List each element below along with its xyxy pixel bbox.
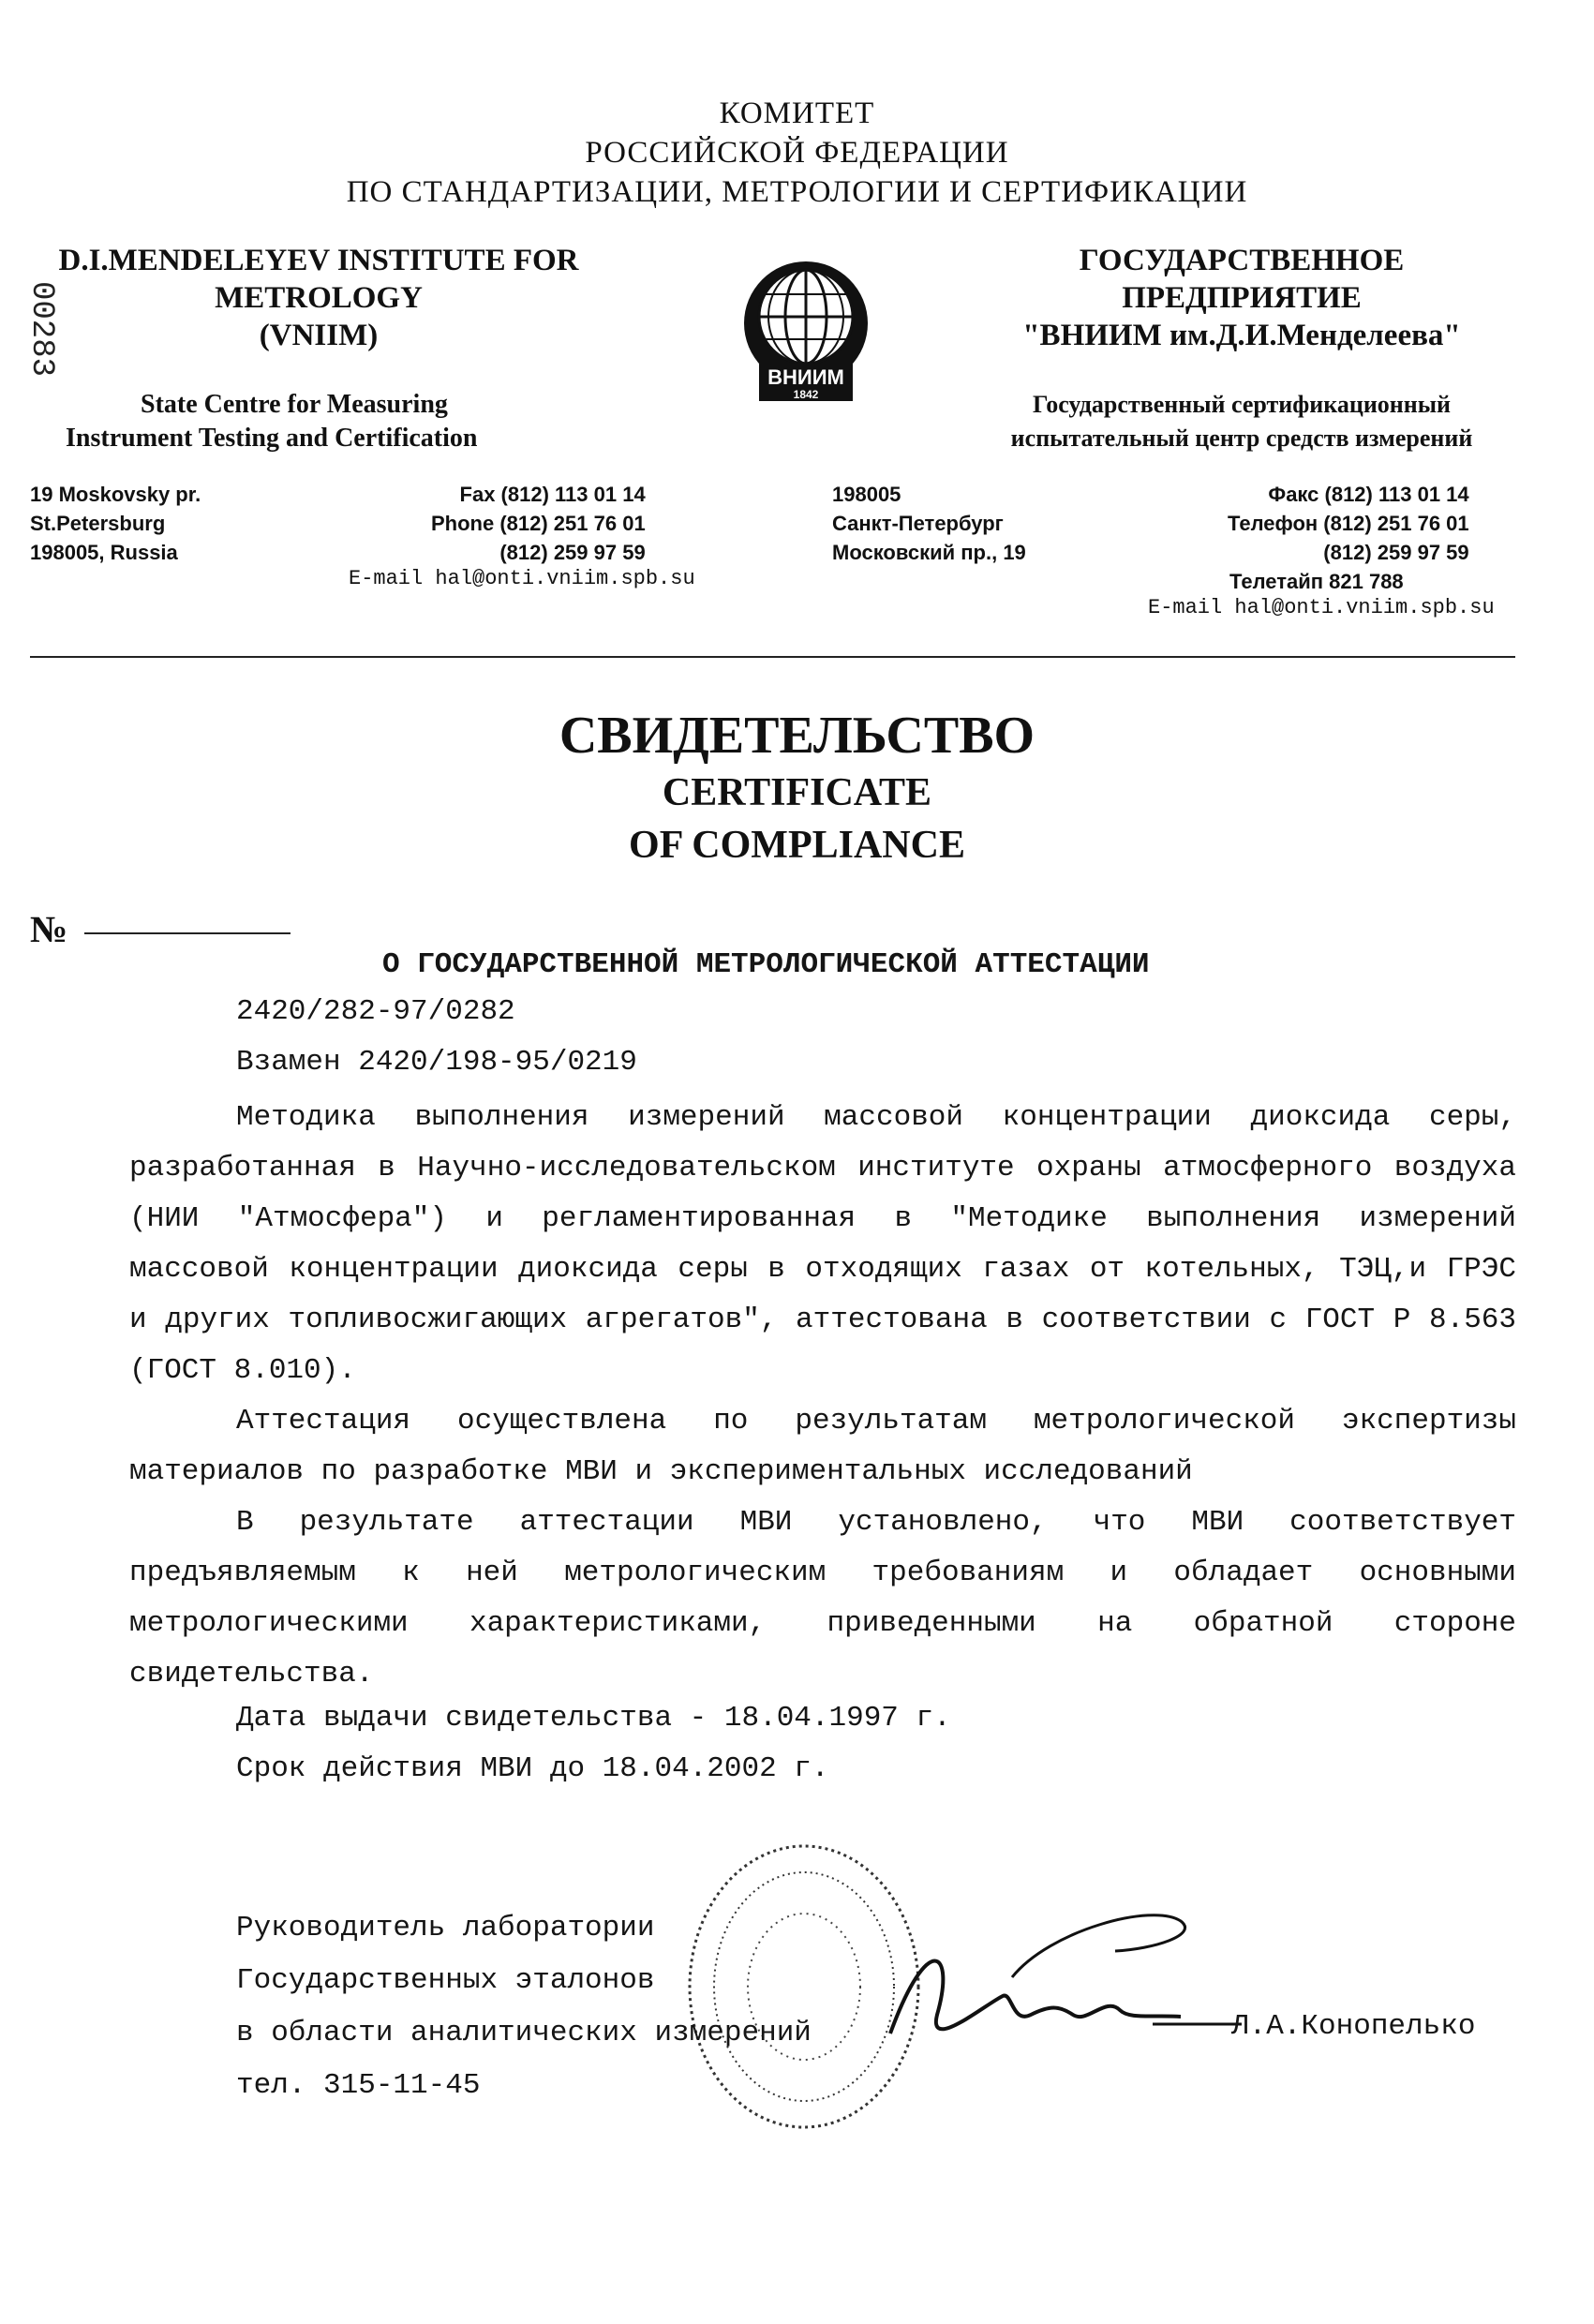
address-line: 198005 <box>832 483 901 506</box>
body-paragraph: Аттестация осуществлена по результатам метрологической экспертизы материалов по разработке МВИ и экспериментальных исследований <box>129 1405 1516 1488</box>
committee-line: ПО СТАНДАРТИЗАЦИИ, МЕТРОЛОГИИ И СЕРТИФИКАЦИИ <box>346 175 1248 209</box>
body-paragraph: Методика выполнения измерений массовой концентрации диоксида серы, разработанная в Научно-исследовательском институте охраны атмосферного воздуха (НИИ "Атмосфера") и регламентированная в "Методике выполнения измерений массовой концентрации диоксида серы в отходящих газах от котельных, ТЭЦ,и ГРЭС и других топливосжигающих агрегатов", аттестована в соответствии с ГОСТ Р 8.563 (ГОСТ 8.010). <box>129 1101 1516 1387</box>
institute-ru-line: ГОСУДАРСТВЕННОЕ <box>1079 244 1405 277</box>
title-en-2: OF COMPLIANCE <box>629 824 965 867</box>
signatory-line: Руководитель лаборатории <box>236 1912 655 1944</box>
committee-line: КОМИТЕТ <box>719 97 875 130</box>
teletype-ru: Телетайп 821 788 <box>1229 570 1404 593</box>
institute-ru-line: ПРЕДПРИЯТИЕ <box>1122 281 1362 315</box>
institute-english-block <box>37 242 637 455</box>
institute-ru-line: Государственный сертификационный <box>1032 391 1452 418</box>
logo-abbr: ВНИИМ <box>767 365 844 389</box>
institute-en-line: D.I.MENDELEYEV INSTITUTE FOR <box>58 244 579 277</box>
certificate-subject: О ГОСУДАРСТВЕННОЙ МЕТРОЛОГИЧЕСКОЙ АТТЕСТАЦИИ <box>382 948 1150 981</box>
fax-ru: Факс (812) 113 01 14 <box>1268 483 1469 506</box>
issue-date: Дата выдачи свидетельства - 18.04.1997 г. <box>236 1702 951 1735</box>
signer-name: Л.А.Конопелько <box>1231 2010 1476 2043</box>
logo-year: 1842 <box>793 388 819 401</box>
institute-ru-line: "ВНИИМ им.Д.И.Менделеева" <box>1022 319 1461 352</box>
body-paragraph: В результате аттестации МВИ установлено, что МВИ соответствует предъявляемым к ней метрологическим требованиям и обладает основными метрологическими характеристиками, приведенными на обратной стороне свидетельства. <box>129 1506 1516 1691</box>
signatory-line: в области аналитических измерений <box>236 2017 812 2049</box>
phones-en <box>431 480 646 567</box>
address-line: St.Petersburg <box>30 512 166 535</box>
vertical-number-text: 00283 <box>23 281 59 378</box>
signatory-phone: тел. 315-11-45 <box>236 2069 481 2102</box>
institute-en-line: (VNIIM) <box>259 319 379 352</box>
address-line: 198005, Russia <box>30 541 178 564</box>
signatory-block <box>236 1902 812 2112</box>
handwritten-signature <box>871 1893 1246 2062</box>
phone-ru: Телефон (812) 251 76 01 <box>1228 512 1469 535</box>
header-divider <box>30 656 1515 658</box>
institute-ru-line: испытательный центр средств измерений <box>1010 425 1473 452</box>
address-ru <box>832 480 1026 567</box>
institute-en-line: State Centre for Measuring <box>141 390 448 419</box>
certificate-number-field <box>30 907 290 951</box>
phone2-ru: (812) 259 97 59 <box>1323 541 1469 564</box>
vniim-logo <box>731 253 881 422</box>
certificate-titles <box>0 705 1594 872</box>
fax-en: Fax (812) 113 01 14 <box>459 483 646 506</box>
address-en <box>30 480 201 567</box>
address-line: Санкт-Петербург <box>832 512 1004 535</box>
institute-en-line: METROLOGY <box>215 281 423 315</box>
phone-en: Phone (812) 251 76 01 <box>431 512 646 535</box>
address-line: 19 Moskovsky pr. <box>30 483 201 506</box>
certificate-registration-number: 2420/282-97/0282 <box>236 995 515 1028</box>
certificate-body <box>129 1093 1516 1700</box>
address-line: Московский пр., 19 <box>832 541 1026 564</box>
phones-ru <box>1228 480 1469 596</box>
validity-date: Срок действия МВИ до 18.04.2002 г. <box>236 1752 829 1785</box>
phone2-en: (812) 259 97 59 <box>499 541 646 564</box>
number-sign: № <box>30 908 68 950</box>
committee-line: РОССИЙСКОЙ ФЕДЕРАЦИИ <box>585 136 1009 170</box>
email-en: E-mail hal@onti.vniim.spb.su <box>349 567 695 590</box>
number-blank-line <box>84 932 290 934</box>
committee-header <box>0 94 1594 212</box>
signatory-line: Государственных эталонов <box>236 1964 655 1997</box>
replaces-number: Взамен 2420/198-95/0219 <box>236 1046 637 1079</box>
email-ru: E-mail hal@onti.vniim.spb.su <box>1148 596 1495 619</box>
institute-russian-block <box>937 242 1546 455</box>
institute-en-line: Instrument Testing and Certification <box>66 424 478 453</box>
title-en-1: CERTIFICATE <box>662 771 932 814</box>
title-ru: СВИДЕТЕЛЬСТВО <box>559 707 1035 765</box>
